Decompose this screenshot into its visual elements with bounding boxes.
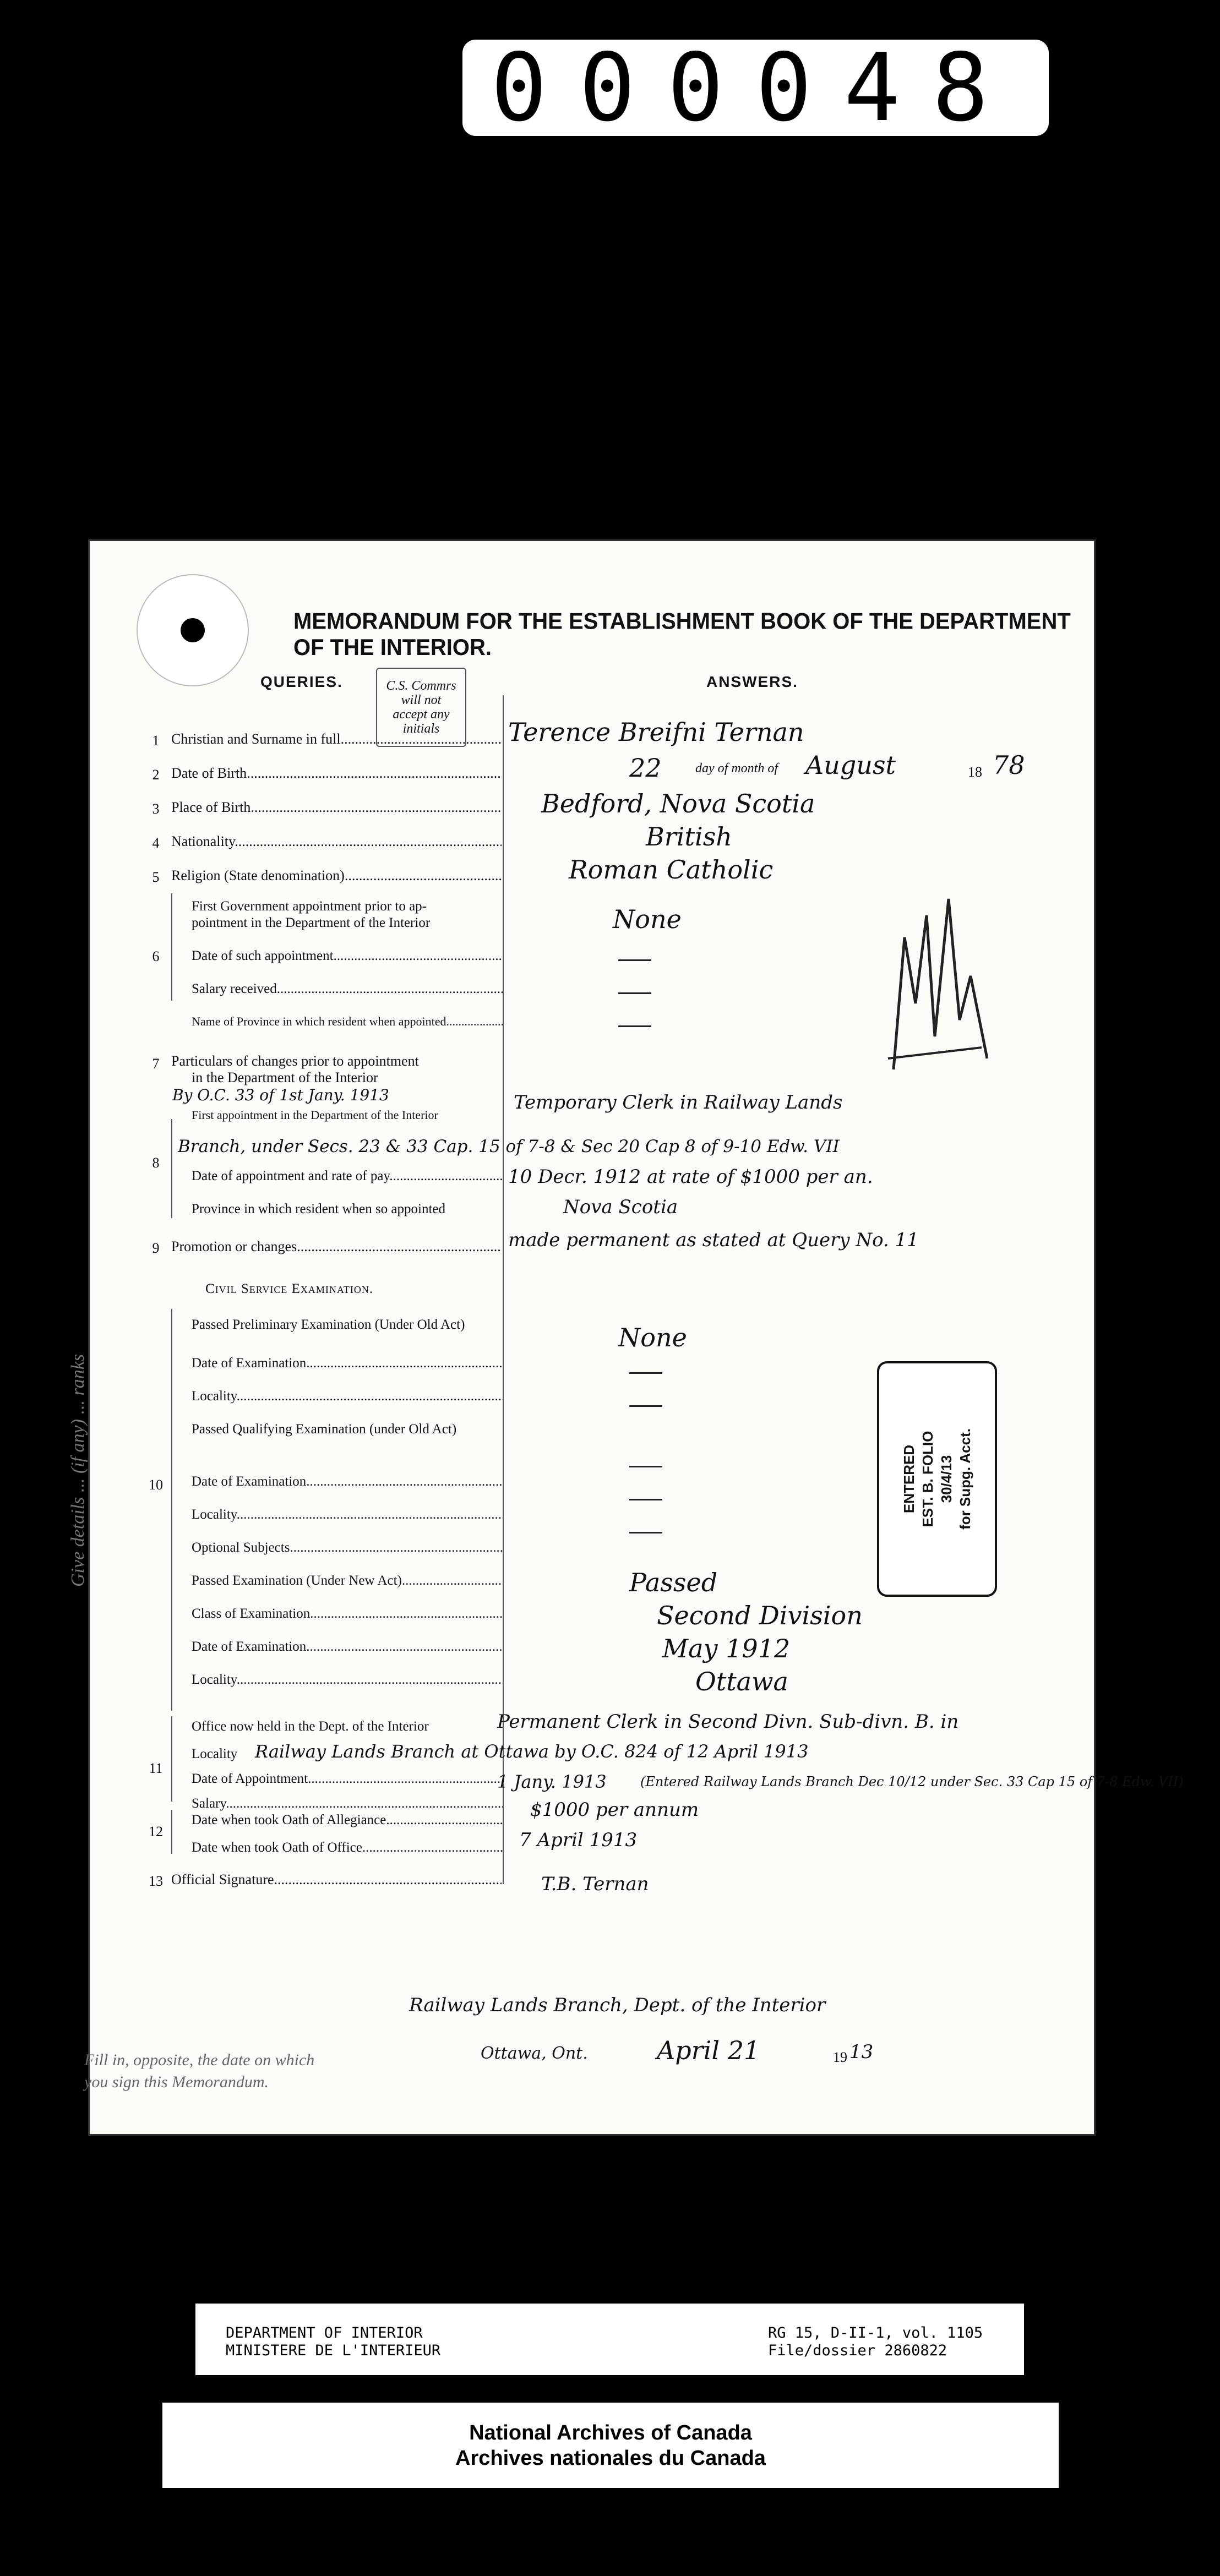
answer-nationality: British	[646, 822, 732, 852]
form-title: MEMORANDUM FOR THE ESTABLISHMENT BOOK OF THE DEPARTMENT OF THE INTERIOR.	[293, 608, 1071, 661]
question-label: pointment in the Department of the Interior	[192, 915, 431, 930]
place-name: Ottawa, Ont.	[481, 2044, 588, 2063]
answer-q13-signature: T.B. Ternan	[541, 1873, 649, 1895]
question-label: Locality .....	[192, 1672, 503, 1688]
question-label: Date of Examination .....	[192, 1474, 503, 1489]
question-label: Locality .....	[192, 1389, 503, 1404]
birth-year-prefix: 18	[968, 764, 982, 780]
punch-hole	[181, 618, 205, 642]
csc-stamp-line: initials	[402, 722, 440, 736]
question-number: 10	[149, 1477, 163, 1493]
answer-q9: made permanent as stated at Query No. 11	[508, 1229, 919, 1251]
caption-en: National Archives of Canada	[469, 2421, 752, 2444]
answer-birth-month: August	[805, 750, 896, 780]
question-label: Promotion or changes .....	[171, 1238, 502, 1255]
csc-stamp-line: C.S. Commrs	[386, 679, 456, 693]
answer-q11-locality: Railway Lands Branch at Ottawa by O.C. 824 of 12 April 1913	[255, 1741, 809, 1762]
csc-stamp-line: will not	[401, 693, 442, 707]
answer-q8-line1: Temporary Clerk in Railway Lands	[514, 1091, 843, 1114]
bracket-q10	[171, 1309, 172, 1711]
question-label: Province in which resident when so appointed	[192, 1202, 446, 1216]
question-label: Date of Appointment .....	[192, 1771, 503, 1787]
question-label: Date when took Oath of Office .....	[192, 1840, 503, 1855]
question-label: First appointment in the Department of the Interior	[192, 1108, 438, 1122]
question-number: 3	[152, 801, 160, 817]
question-number: 9	[152, 1240, 160, 1256]
answer-q10-passed: Passed	[629, 1568, 718, 1597]
dept-fr: MINISTERE DE L'INTERIEUR	[226, 2342, 441, 2359]
answer-name: Terence Breifni Ternan	[508, 717, 804, 747]
question-label: Date when took Oath of Allegiance .....	[192, 1813, 503, 1828]
question-label: Salary .....	[192, 1796, 503, 1811]
bracket-q8	[171, 1119, 172, 1218]
answer-birth-day: 22	[629, 753, 662, 783]
question-label: Particulars of changes prior to appointment	[171, 1053, 419, 1069]
entered-stamp	[877, 1361, 997, 1597]
question-label: Passed Examination (Under New Act) .....	[192, 1573, 503, 1589]
question-label: Locality	[192, 1747, 238, 1761]
archive-reference: RG 15, D-II-1, vol. 1105	[768, 2324, 983, 2342]
answer-q10-class: Second Division	[657, 1601, 863, 1630]
question-number: 11	[149, 1760, 163, 1776]
stamp-line: 30/4/13	[938, 1455, 955, 1503]
form-sheet	[68, 539, 1184, 2136]
question-label: Date of Birth .....	[171, 765, 502, 782]
stamp-line: EST. B. FOLIO	[919, 1431, 936, 1527]
year-suffix: 13	[849, 2041, 874, 2063]
answer-birthplace: Bedford, Nova Scotia	[541, 789, 815, 818]
question-label: Date of Examination .....	[192, 1639, 503, 1655]
answer-q11-office: Permanent Clerk in Second Divn. Sub-divn. B. in	[497, 1711, 959, 1733]
question-number: 6	[152, 948, 160, 964]
question-label: Date of appointment and rate of pay .....	[192, 1169, 503, 1184]
section-title: Civil Service Examination.	[205, 1281, 374, 1296]
blank-dash	[629, 1405, 662, 1407]
archive-caption	[162, 2403, 1059, 2488]
dept-en: DEPARTMENT OF INTERIOR	[226, 2324, 423, 2342]
answer-q8-province: Nova Scotia	[563, 1196, 678, 1218]
blank-dash	[618, 992, 651, 994]
question-label: Official Signature .....	[171, 1871, 502, 1888]
frame-number: 000048	[462, 40, 1049, 136]
csc-stamp-line: accept any	[393, 707, 450, 722]
blank-dash	[629, 1372, 662, 1374]
side-note: Give details ... (if any) ... ranks	[68, 1354, 88, 1587]
birth-mid-label: day of month of	[695, 761, 778, 776]
question-number: 8	[152, 1155, 160, 1171]
question-label: Optional Subjects .....	[192, 1540, 503, 1556]
question-label: Date of Examination .....	[192, 1356, 503, 1371]
answer-q10-locality: Ottawa	[695, 1667, 788, 1696]
stamp-line: for Supg. Acct.	[957, 1428, 973, 1530]
bracket-q12	[171, 1810, 172, 1854]
answer-q11-entered: (Entered Railway Lands Branch Dec 10/12 under Sec. 33 Cap 15 of 7-8 Edw. VII)	[640, 1774, 1184, 1789]
question-number: 1	[152, 733, 160, 749]
answers-header: ANSWERS.	[706, 673, 798, 690]
question-label: Religion (State denomination) .....	[171, 867, 502, 884]
answer-birth-year: 78	[993, 750, 1025, 780]
question-label: in the Department of the Interior	[192, 1069, 378, 1085]
question-label: Christian and Surname in full .....	[171, 731, 502, 747]
question-label: Nationality .....	[171, 833, 502, 850]
question-label: Salary received .....	[192, 981, 503, 997]
question-label: Name of Province in which resident when appointed .....	[192, 1014, 503, 1029]
answer-q6: None	[613, 904, 682, 934]
archive-file: File/dossier 2860822	[768, 2342, 947, 2359]
answer-q11-date: 1 Jany. 1913	[497, 1771, 607, 1792]
answer-q10-date: May 1912	[662, 1634, 791, 1663]
bracket-q6	[171, 893, 172, 1001]
signature-block	[409, 1983, 1070, 2110]
question-number: 12	[149, 1824, 163, 1840]
blank-dash	[618, 959, 651, 961]
blank-dash	[629, 1466, 662, 1467]
question-number: 7	[152, 1056, 160, 1072]
question-label: Class of Examination .....	[192, 1606, 503, 1622]
queries-header: QUERIES.	[260, 673, 343, 690]
question-label: Office now held in the Dept. of the Interior	[192, 1719, 429, 1734]
question-number: 5	[152, 869, 160, 885]
question-label: Passed Preliminary Examination (Under Old Act)	[192, 1317, 465, 1332]
blank-dash	[629, 1499, 662, 1500]
answer-q8-line2: Branch, under Secs. 23 & 33 Cap. 15 of 7-8 & Sec 20 Cap 8 of 9-10 Edw. VII	[178, 1137, 840, 1156]
answer-q12-allegiance: 7 April 1913	[519, 1829, 638, 1851]
bracket-q11	[171, 1716, 172, 1802]
blank-dash	[618, 1025, 651, 1027]
question-label: Date of such appointment .....	[192, 948, 503, 964]
scribble-mark	[883, 893, 993, 1075]
answer-q11-salary: $1000 per annum	[530, 1799, 699, 1821]
stamp-line: ENTERED	[901, 1444, 917, 1514]
bottom-note: Fill in, opposite, the date on which you sign this Memorandum.	[84, 2051, 315, 2091]
blank-dash	[629, 1532, 662, 1533]
archive-label	[195, 2304, 1024, 2375]
caption-fr: Archives nationales du Canada	[455, 2446, 766, 2470]
question-number: 4	[152, 835, 160, 851]
question-label: First Government appointment prior to ap-	[192, 899, 427, 914]
answer-religion: Roman Catholic	[569, 855, 774, 885]
question-label: Passed Qualifying Examination (under Old Act)	[192, 1422, 457, 1437]
branch-name: Railway Lands Branch, Dept. of the Interior	[409, 1994, 826, 2016]
answer-q8-date-rate: 10 Decr. 1912 at rate of $1000 per an.	[508, 1166, 873, 1188]
answer-q10: None	[618, 1323, 687, 1352]
question-label: Locality .....	[192, 1507, 503, 1522]
question-number: 13	[149, 1873, 163, 1889]
question-label: Place of Birth .....	[171, 799, 502, 816]
year-prefix: 19	[833, 2049, 847, 2065]
handwritten-oc-note: By O.C. 33 of 1st Jany. 1913	[172, 1086, 389, 1104]
question-number: 2	[152, 767, 160, 783]
signature-date: April 21	[657, 2035, 760, 2065]
